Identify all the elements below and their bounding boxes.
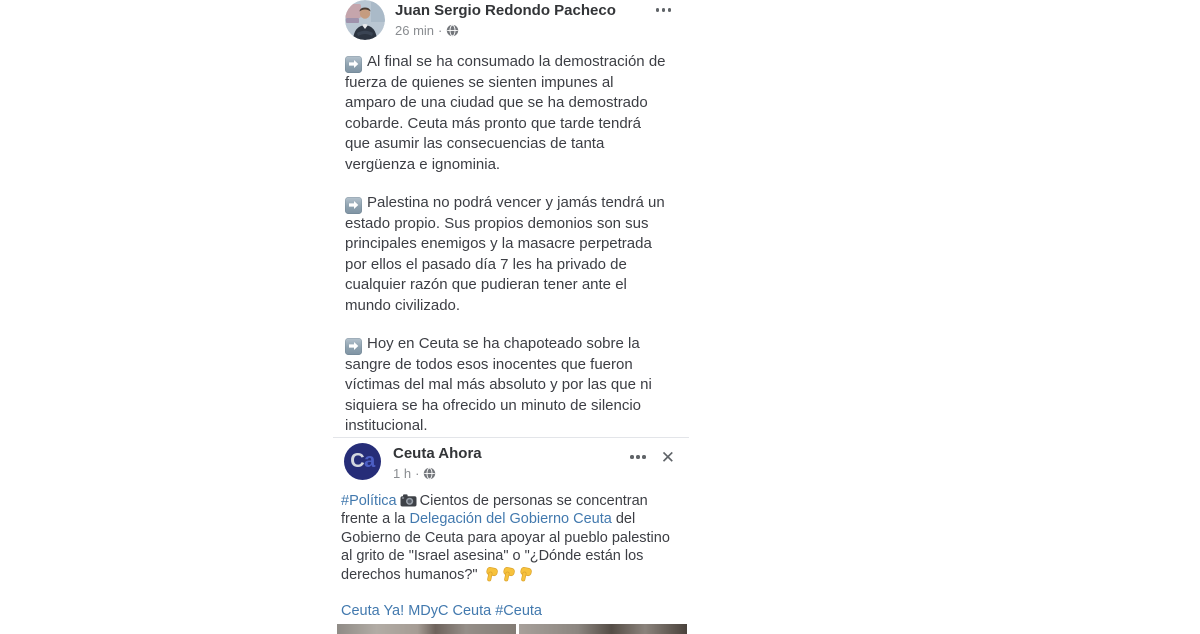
post-header	[333, 0, 689, 40]
dot	[656, 8, 660, 12]
right-arrow-emoji	[345, 197, 362, 214]
post-paragraph-text: Palestina no podrá vencer y jamás tendrá un estado propio. Sus propios demonios son sus principales enemigos y la masacre perpetrada por ellos el pasado día 7 les ha privado de cualquier razón que pudieran tener ante el mundo civilizado.	[345, 194, 665, 314]
shared-post-footer-links	[333, 602, 689, 621]
dot	[668, 8, 672, 12]
dot	[636, 455, 640, 459]
author-name[interactable]: Juan Sergio Redondo Pacheco	[395, 2, 616, 19]
pointing-down-emoji	[518, 567, 533, 582]
shared-post-header-info	[393, 443, 630, 481]
author-avatar-image	[345, 0, 385, 40]
mdyc-ceuta-link[interactable]: MDyC Ceuta	[408, 603, 492, 619]
shared-text-segment: Cientos de personas se concentran frente a la	[341, 492, 648, 527]
post-paragraph-text: Al final se ha consumado la demostración de fuerza de quienes se sienten impunes al amparo de una ciudad que se ha demostrado cobarde. Ceuta más pronto que tarde tendrá que asumir las consecuencias de tanta vergüenza e ignominia.	[345, 53, 666, 173]
camera-emoji	[400, 494, 417, 507]
post-body	[333, 52, 689, 437]
post-paragraph	[345, 52, 667, 175]
facebook-post	[333, 0, 689, 634]
hashtag-politica-link[interactable]: #Política	[341, 492, 397, 509]
close-icon[interactable]: ✕	[660, 447, 675, 467]
post-paragraph	[345, 334, 667, 437]
hashtag-ceuta-link[interactable]: #Ceuta	[495, 603, 542, 619]
delegacion-gobierno-link[interactable]: Delegación del Gobierno Ceuta	[409, 511, 612, 527]
post-timestamp[interactable]: 26 min	[395, 23, 435, 38]
ceuta-ya-link[interactable]: Ceuta Ya!	[341, 603, 405, 619]
attachment-photo-left[interactable]	[337, 624, 516, 634]
shared-author-name[interactable]: Ceuta Ahora	[393, 444, 482, 462]
dot	[642, 455, 646, 459]
shared-post-text	[333, 492, 689, 585]
post-meta	[395, 23, 656, 38]
shared-text-segment: del Gobierno de Ceuta para apoyar al pueblo palestino al grito de "Israel asesina" o "¿Dónde están los derechos humanos?"	[341, 511, 670, 583]
post-paragraph	[345, 193, 667, 316]
shared-post-header	[333, 443, 689, 481]
globe-public-icon	[423, 467, 436, 480]
more-options-icon[interactable]	[656, 0, 672, 12]
post-header-info	[395, 0, 656, 38]
shared-author-avatar[interactable]	[344, 443, 381, 480]
shared-more-options-icon[interactable]	[630, 455, 646, 459]
pointing-down-emoji	[484, 567, 499, 582]
globe-public-icon	[446, 24, 459, 37]
right-arrow-emoji	[345, 56, 362, 73]
photo-attachment-strip[interactable]	[333, 624, 689, 634]
shared-post-actions	[630, 443, 675, 466]
logo-letter-c: C	[350, 450, 365, 472]
pointing-down-emoji	[501, 567, 516, 582]
author-avatar[interactable]	[345, 0, 385, 40]
logo-letter-a: a	[364, 450, 375, 472]
shared-post-meta	[393, 466, 630, 481]
post-paragraph-text: Hoy en Ceuta se ha chapoteado sobre la sangre de todos esos inocentes que fueron víctimas del mal más absoluto y por las que ni siquiera se ha ofrecido un minuto de silencio institucional.	[345, 335, 652, 434]
shared-post-card	[333, 437, 689, 634]
dot	[630, 455, 634, 459]
dot	[662, 8, 666, 12]
attachment-photo-right[interactable]	[519, 624, 688, 634]
meta-separator: ·	[438, 23, 443, 38]
right-arrow-emoji	[345, 338, 362, 355]
meta-separator: ·	[415, 465, 420, 481]
shared-post-timestamp[interactable]: 1 h	[393, 465, 412, 481]
